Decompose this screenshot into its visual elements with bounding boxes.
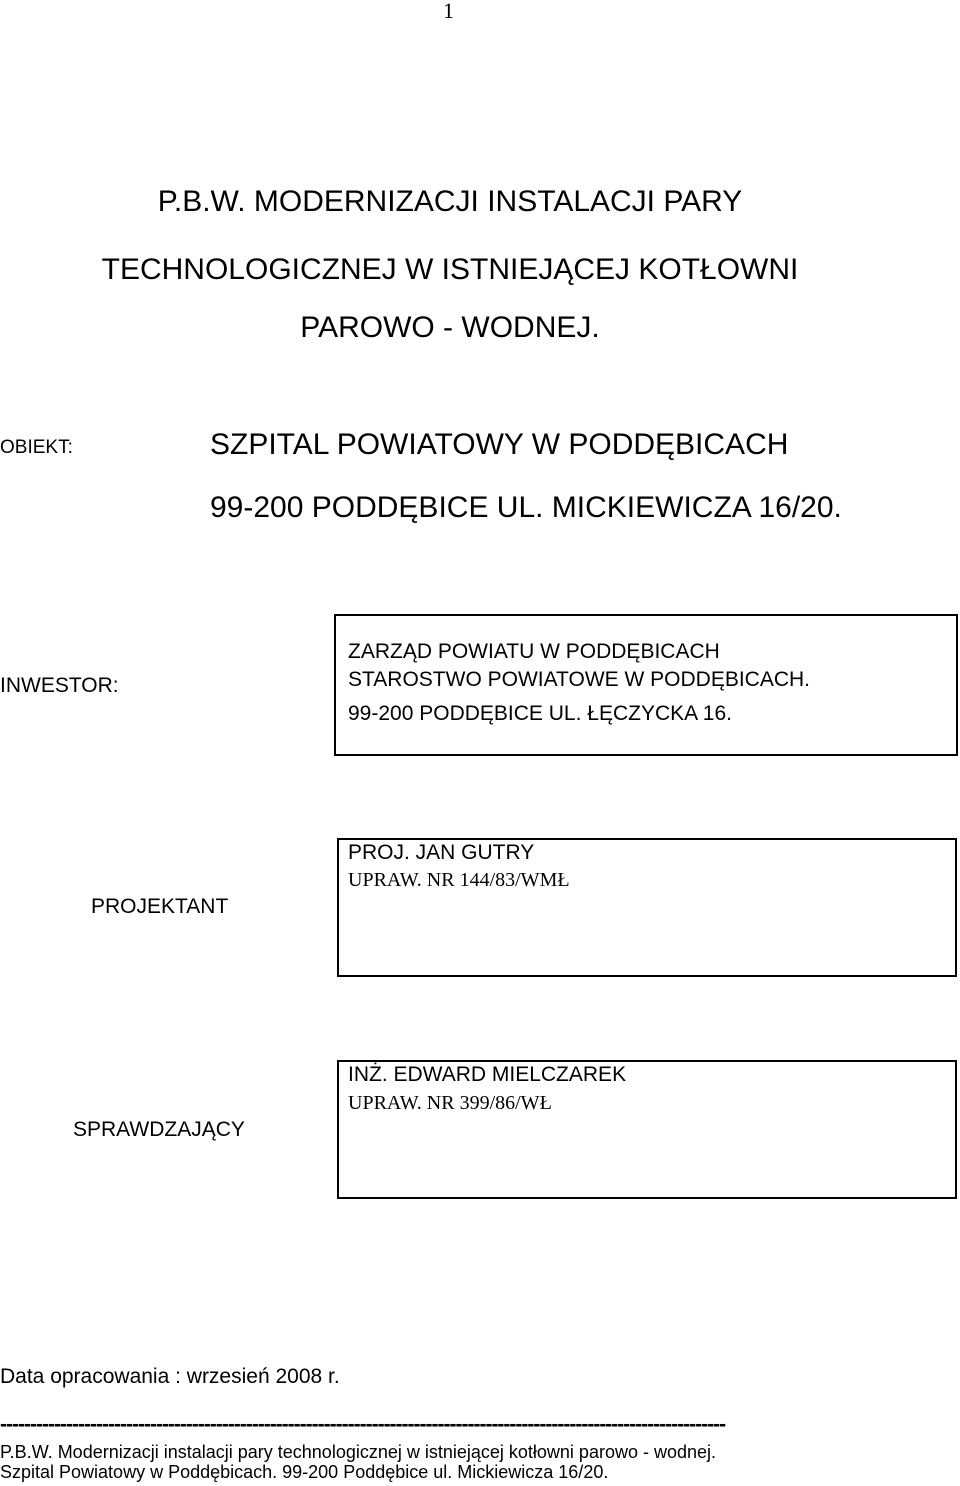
date-line: Data opracowania : wrzesień 2008 r. (0, 1365, 340, 1388)
document-title-line-2: TECHNOLOGICZNEJ W ISTNIEJĄCEJ KOTŁOWNI (101, 253, 799, 286)
obiekt-label: OBIEKT: (0, 437, 73, 458)
document-title-line-3: PAROWO - WODNEJ. (300, 311, 600, 344)
obiekt-address: 99-200 PODDĘBICE UL. MICKIEWICZA 16/20. (210, 491, 842, 524)
inwestor-line-2: STAROSTWO POWIATOWE W PODDĘBICACH. (348, 668, 811, 691)
obiekt-name: SZPITAL POWIATOWY W PODDĘBICACH (210, 428, 789, 461)
inwestor-label: INWESTOR: (0, 674, 119, 697)
document-title-line-1: P.B.W. MODERNIZACJI INSTALACJI PARY (157, 185, 743, 218)
projektant-label: PROJEKTANT (91, 895, 229, 918)
sprawdzajacy-name: INŻ. EDWARD MIELCZAREK (348, 1063, 627, 1086)
projektant-name: PROJ. JAN GUTRY (348, 841, 535, 864)
separator-line: ------------------------------------------------------------------------------------------------------------------------- (0, 1413, 726, 1436)
projektant-license: UPRAW. NR 144/83/WMŁ (348, 869, 570, 891)
footer-line-1: P.B.W. Modernizacji instalacji pary technologicznej w istniejącej kotłowni parowo - wodnej. (0, 1442, 717, 1462)
page-number: 1 (443, 0, 454, 23)
footer-line-2: Szpital Powiatowy w Poddębicach. 99-200 Poddębice ul. Mickiewicza 16/20. (0, 1462, 609, 1482)
sprawdzajacy-label: SPRAWDZAJĄCY (73, 1118, 245, 1141)
sprawdzajacy-license: UPRAW. NR 399/86/WŁ (348, 1092, 552, 1114)
inwestor-line-1: ZARZĄD POWIATU W PODDĘBICACH (348, 640, 720, 663)
inwestor-line-3: 99-200 PODDĘBICE UL. ŁĘCZYCKA 16. (348, 702, 732, 725)
